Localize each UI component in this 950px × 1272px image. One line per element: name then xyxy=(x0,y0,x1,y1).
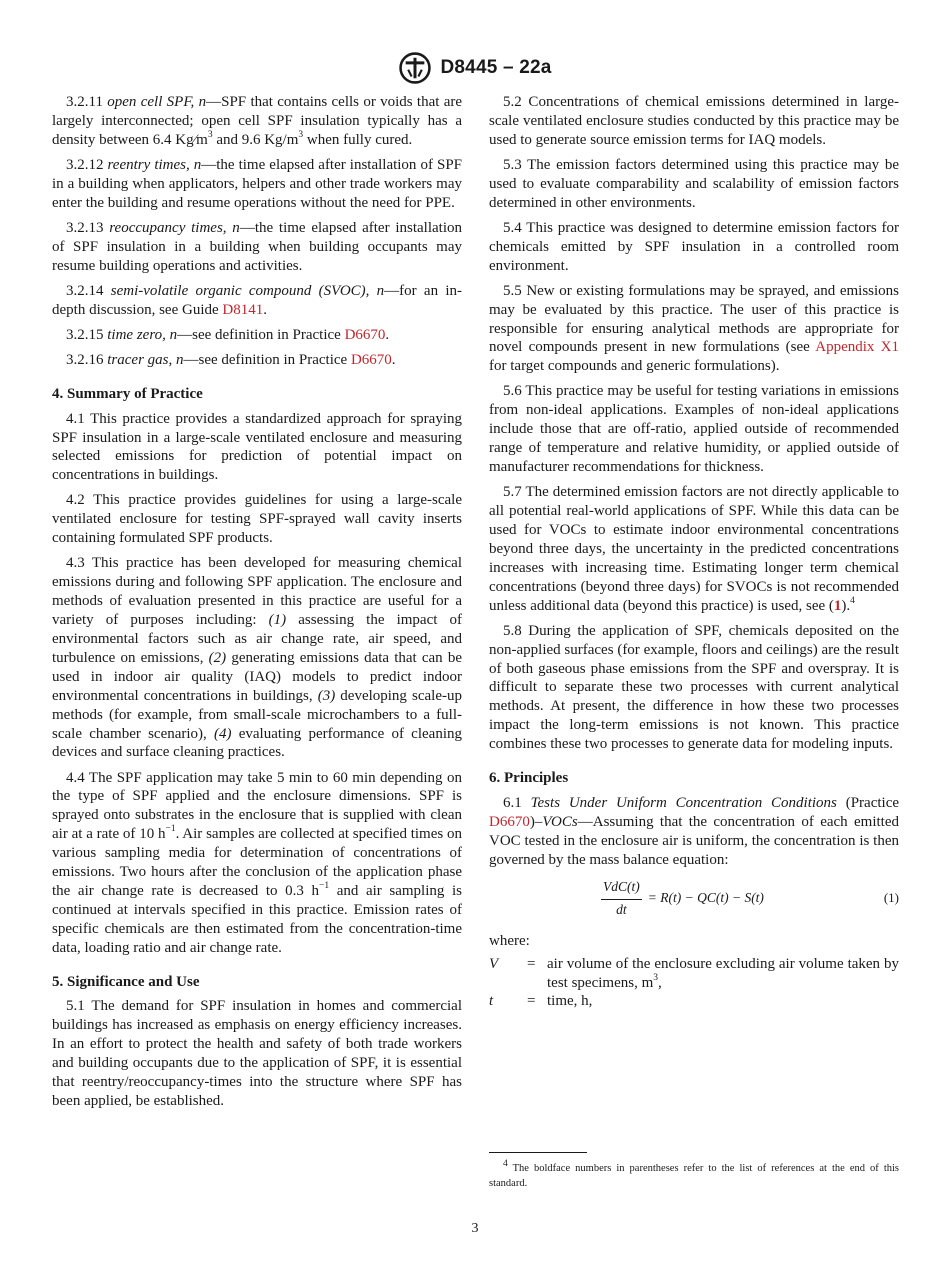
mass-balance-equation xyxy=(489,876,899,922)
definition-3-2-12: 3.2.12 reentry times, n—the time elapsed after installation of SPF in a building when applicators, helpers and other trade workers may enter the building and resume operations without the need for PPE. xyxy=(52,156,463,211)
equation-numerator: VdC(t) xyxy=(601,878,642,900)
variable-equals: = xyxy=(527,993,536,1010)
astm-logo-icon xyxy=(398,51,432,85)
paragraph-4-2: 4.2 This practice provides guidelines for using a large-scale ventilated enclosure for testing SPF-sprayed wall cavity inserts containing formulated SPF products. xyxy=(52,492,462,547)
equation-denominator: dt xyxy=(616,901,627,917)
paragraph-5-3: 5.3 The emission factors determined using this practice may be used to evaluate comparability and scalability of emission factors determined in other environments. xyxy=(489,156,899,211)
equation-rhs: = R(t) − QC(t) − S(t) xyxy=(647,890,764,906)
variable-row xyxy=(489,992,899,1011)
definition-3-2-14: 3.2.14 semi-volatile organic compound (SVOC), n—for an in-depth discussion, see Guide D8141. xyxy=(52,282,463,318)
variable-description: air volume of the enclosure excluding air volume taken by test specimens, $m^3$, xyxy=(547,955,899,991)
equation-fraction xyxy=(601,878,642,920)
paragraph-5-2: 5.2 Concentrations of chemical emissions determined in large-scale ventilated enclosure studies conducted by this practice may be used to generate source emission terms for IAQ models. xyxy=(489,94,899,148)
footnote-4: $^4$ The boldface numbers in parentheses refer to the list of references at the end of this standard. xyxy=(489,1158,899,1189)
paragraph-5-8: 5.8 During the application of SPF, chemicals deposited on the non-applied surfaces (for example, floors and ceilings) are the result of both gaseous phase emissions from the SPF and overspray. It is difficult to separate these two processes with current analytical methods. At present, the difference in how these two processes impact the long-term emissions is not known. This practice combines these two processes to generate data for modeling inputs. xyxy=(489,622,899,753)
variable-symbol: V xyxy=(489,955,499,972)
section-heading-4: 4. Summary of Practice xyxy=(52,385,203,402)
link-appendix-x1[interactable]: Appendix X1 xyxy=(815,339,899,356)
link-d8141[interactable]: D8141 xyxy=(222,301,264,318)
section-heading-5: 5. Significance and Use xyxy=(52,973,200,990)
definition-3-2-13: 3.2.13 reoccupancy times, n—the time elapsed after installation of SPF insulation in a building when building occupants may resume building operations and activities. xyxy=(52,219,462,274)
variable-row xyxy=(489,955,899,993)
page-number: 3 xyxy=(471,1221,479,1236)
paragraph-5-1: 5.1 The demand for SPF insulation in homes and commercial buildings has increased as emphasis on energy efficiency increases. In an effort to protect the health and safety of both trade workers and building occupants due to the application of SPF, it is essential that reentry/reoccupancy-times into the structure where SPF has been applied, be established. xyxy=(52,998,462,1109)
where-label: where: xyxy=(489,932,530,949)
paragraph-5-4: 5.4 This practice was designed to determine emission factors for chemicals emitted by SPF insulation in a controlled room environment. xyxy=(489,219,899,274)
paragraph-4-4: 4.4 The SPF application may take 5 min to 60 min depending on the type of SPF applied and the enclosure dimensions. SPF is sprayed onto substrates in the enclosure that is supplied with clean air at a rate of 10 $h^{-1}$. Air samples are collected at specified times on various sampling media for determination of concentrations of emissions. Two hours after the conclusion of the application phase the air change rate is decreased to 0.3 $h^{-1}$ and air sampling is continued at intervals specified in this practice. Emission rates of specific chemicals are then estimated from the concentration-time data, loading ratio and air change rate. xyxy=(52,769,463,956)
paragraph-5-6: 5.6 This practice may be useful for testing variations in emissions from non-ideal applications. Examples of non-ideal applications include those that are off-ratio, applied outside of recommended range of temperature and relative humidity, or applied outside of manufacturer recommendations for thickness. xyxy=(489,383,899,476)
paragraph-5-7: 5.7 The determined emission factors are not directly applicable to all potential real-world applications of SPF. While this data can be used for VOCs to estimate indoor environmental concentrations beyond three days, the uncertainty in the predicted concentrations increases with increasing time. Estimating longer term chemical concentrations (beyond three days) for SVOCs is not recommended unless additional data (beyond this practice) is used, see (1).$^4$ xyxy=(489,484,899,614)
variable-definitions xyxy=(489,955,899,1012)
variable-description: time, h, xyxy=(547,993,593,1010)
right-column xyxy=(489,93,899,1011)
definition-3-2-11: 3.2.11 open cell SPF, n—SPF that contains cells or voids that are largely interconnected; open cell SPF insulation typically has a density between 6.4 $Kg⁄m^3$ and 9.6 $Kg/m^3$ when fully cured. xyxy=(52,94,463,148)
standard-designation: D8445 – 22a xyxy=(440,57,552,78)
link-reference-1[interactable]: 1 xyxy=(833,597,842,614)
section-heading-6: 6. Principles xyxy=(489,770,569,787)
definition-3-2-16: 3.2.16 tracer gas, n—see definition in Practice D6670. xyxy=(66,351,396,368)
paragraph-5-5: 5.5 New or existing formulations may be sprayed, and emissions may be evaluated by this practice. The user of this practice is responsible for ensuring analytical methods are appropriate for novel compounds present in new formulations (see Appendix X1 for target compounds and generic formulations). xyxy=(489,282,899,375)
page-header xyxy=(0,50,950,86)
paragraph-4-3: 4.3 This practice has been developed for measuring chemical emissions during and following SPF application. The enclosure and methods of evaluation presented in this practice are useful for a variety of purposes including: (1) assessing the impact of environmental factors such as air change rate, air speed, and turbulence on emissions, (2) generating emissions data that can be used in indoor air quality (IAQ) models to predict indoor environmental concentrations in buildings, (3) developing scale-up methods (for example, from small-scale microchambers to a full-scale chamber scenario), (4) evaluating performance of cleaning devices and surface cleaning practices. xyxy=(52,555,462,761)
link-d6670[interactable]: D6670 xyxy=(344,326,386,343)
paragraph-6-1: 6.1 Tests Under Uniform Concentration Conditions (Practice D6670)–VOCs—Assuming that the concentration of each emitted VOC tested in the enclosure air is uniform, the concentration is then governed by the mass balance equation: xyxy=(489,794,900,868)
link-d6670[interactable]: D6670 xyxy=(489,813,530,830)
paragraph-4-1: 4.1 This practice provides a standardized approach for spraying SPF insulation in a large-scale ventilated enclosure and measuring selected emissions for prediction of potential impact on concentrations in buildings. xyxy=(52,410,462,484)
equation-number: (1) xyxy=(883,890,899,906)
variable-equals: = xyxy=(527,955,536,972)
footnote-divider xyxy=(489,1152,587,1153)
definition-3-2-15: 3.2.15 time zero, n—see definition in Practice D6670. xyxy=(66,326,390,343)
variable-symbol: t xyxy=(489,993,494,1010)
link-d6670[interactable]: D6670 xyxy=(350,351,392,368)
left-column xyxy=(52,93,462,1117)
